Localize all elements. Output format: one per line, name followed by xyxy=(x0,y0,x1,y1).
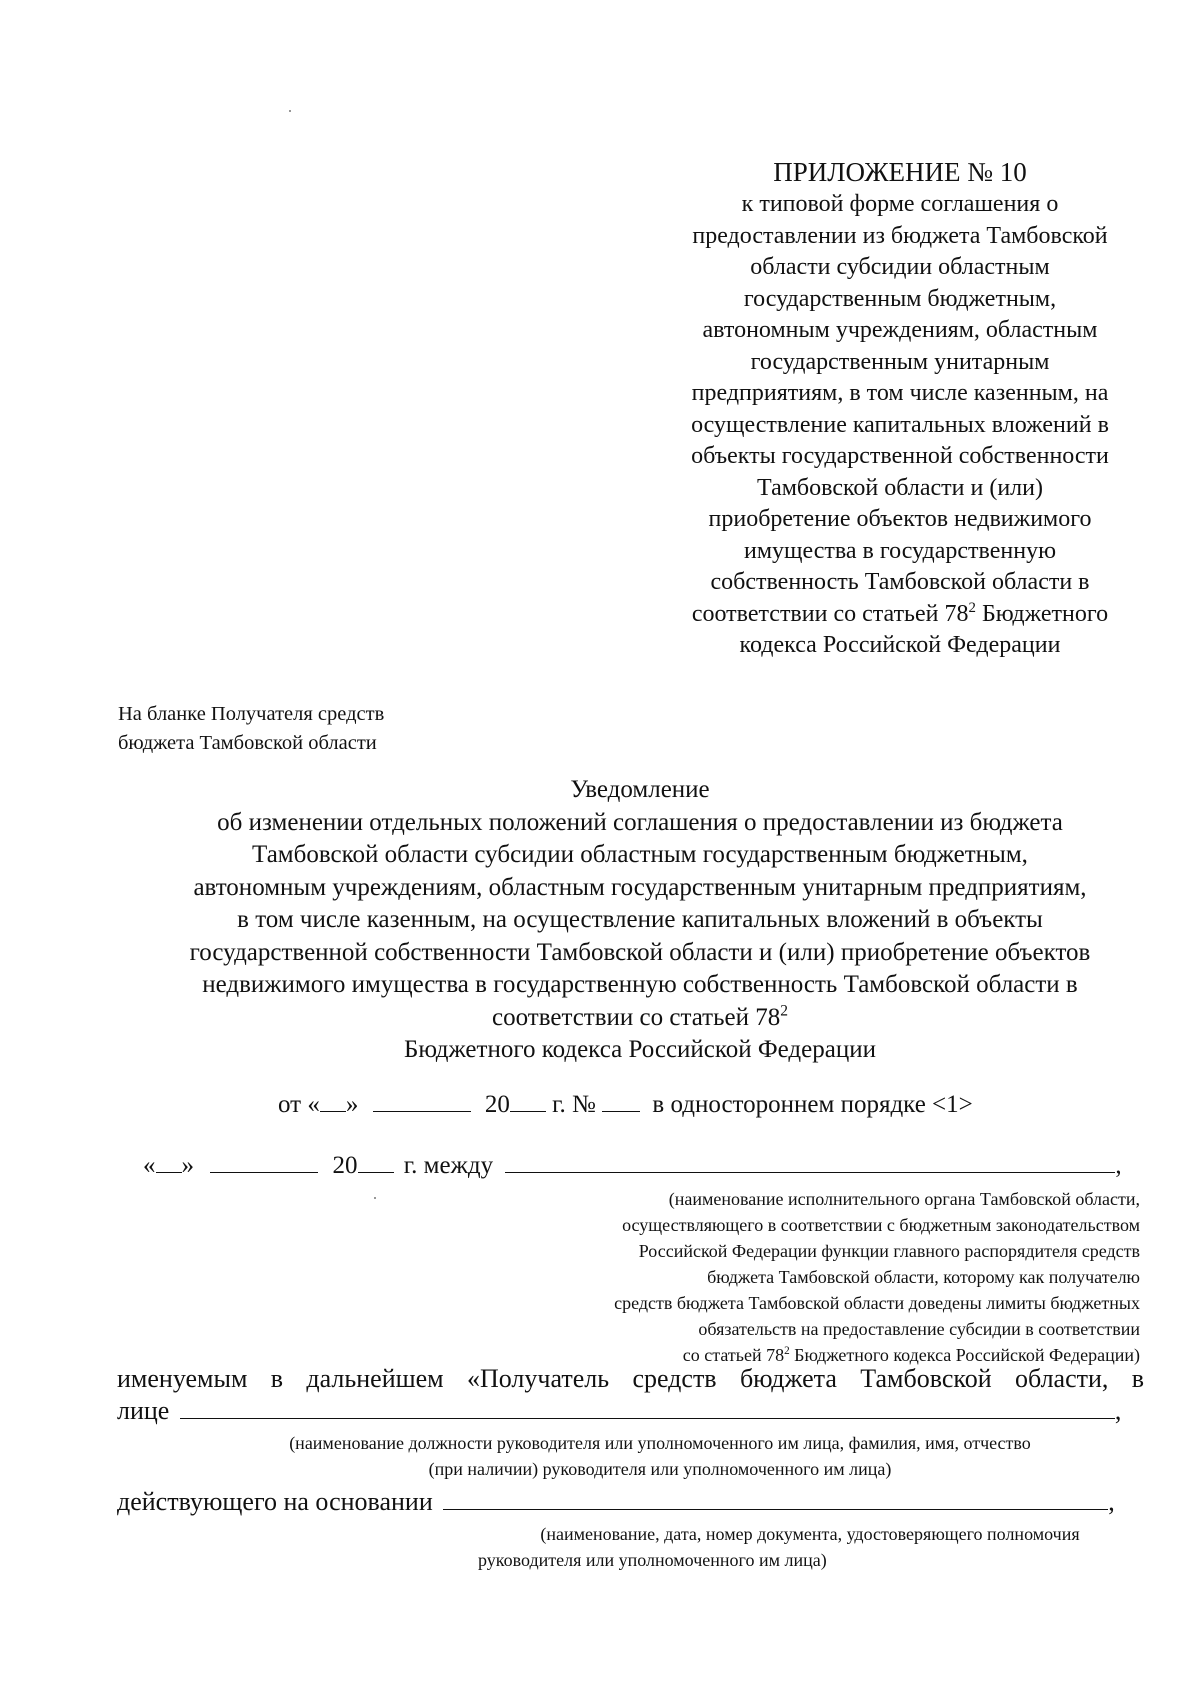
appendix-line: кодекса Российской Федерации xyxy=(739,632,1061,658)
appendix-line: автономным учреждениям, областным xyxy=(702,317,1098,343)
notice-line: Тамбовской области субсидии областным государственным бюджетным, xyxy=(252,841,1028,868)
comma: , xyxy=(1108,1487,1115,1516)
letterhead-note-line: бюджета Тамбовской области xyxy=(118,732,377,754)
recipient-word: Тамбовской xyxy=(860,1364,992,1393)
comma: , xyxy=(1115,1152,1122,1179)
notice-line: Бюджетного кодекса Российской Федерации xyxy=(404,1036,876,1063)
appendix-line: объекты государственной собственности xyxy=(691,443,1109,469)
notice-line: государственной собственности Тамбовской области и (или) приобретение объектов xyxy=(189,938,1091,966)
notice-article-line xyxy=(100,1002,1180,1035)
acting-line xyxy=(117,1487,1115,1517)
caption-line: (наименование, дата, номер документа, удостоверяющего полномочия xyxy=(540,1524,1080,1544)
recipient-word: «Получатель xyxy=(466,1364,610,1393)
letterhead-note-line: На бланке Получателя средств xyxy=(118,703,385,725)
organ-name-field[interactable] xyxy=(505,1152,1115,1173)
appendix-article-text: соответствии со статьей 78 xyxy=(691,600,969,627)
document-caption xyxy=(470,1521,1150,1573)
person-line xyxy=(117,1396,1121,1426)
superscript: 2 xyxy=(968,599,976,616)
appendix-block xyxy=(645,155,1155,662)
superscript: 2 xyxy=(784,1345,790,1357)
appendix-line: к типовой форме соглашения о xyxy=(741,191,1059,217)
caption-line: (наименование исполнительного органа Тамбовской области, xyxy=(668,1189,1140,1209)
close-quote: » xyxy=(181,1152,194,1179)
organ-caption xyxy=(440,1186,1140,1368)
notice-line: недвижимого имущества в государственную собственность Тамбовской области в xyxy=(202,971,1078,998)
caption-article-text: Бюджетного кодекса Российской Федерации) xyxy=(789,1345,1140,1365)
notice-article-text: соответствии со статьей 78 xyxy=(492,1003,781,1031)
acting-label: действующего на основании xyxy=(117,1487,433,1516)
person-label: лице xyxy=(117,1396,170,1425)
caption-line: осуществляющего в соответствии с бюджетным законодательством xyxy=(622,1215,1140,1235)
from-label: от « xyxy=(278,1091,320,1118)
day-field[interactable] xyxy=(156,1152,182,1173)
appendix-line: Тамбовской области и (или) xyxy=(757,474,1043,501)
caption-line: (наименование должности руководителя или уполномоченного им лица, фамилия, имя, отчество xyxy=(289,1433,1031,1453)
appendix-article-line xyxy=(645,599,1155,631)
recipient-word: дальнейшем xyxy=(306,1364,444,1393)
appendix-line: предприятиям, в том числе казенным, на xyxy=(691,380,1109,406)
between-line xyxy=(143,1152,1122,1180)
recipient-word: именуемым xyxy=(117,1364,248,1393)
person-name-field[interactable] xyxy=(180,1398,1115,1419)
appendix-line: осуществление капитальных вложений в xyxy=(691,411,1109,438)
appendix-line: области субсидии областным xyxy=(750,254,1050,280)
recipient-word: бюджета xyxy=(739,1364,837,1393)
recipient-word: в xyxy=(1131,1364,1145,1393)
recipient-line xyxy=(117,1364,1144,1394)
notice-line: в том числе казенным, на осуществление капитальных вложений в объекты xyxy=(237,906,1043,933)
letterhead-note xyxy=(118,700,518,758)
caption-article-text: со статьей 78 xyxy=(682,1345,785,1365)
year-field[interactable] xyxy=(510,1091,546,1112)
month-field[interactable] xyxy=(210,1152,318,1173)
between-label: г. между xyxy=(403,1152,494,1179)
appendix-line: имущества в государственную xyxy=(743,537,1057,564)
year-prefix: 20 xyxy=(332,1152,358,1179)
notice-title: Уведомление xyxy=(570,776,710,803)
month-field[interactable] xyxy=(373,1091,471,1112)
recipient-word: в xyxy=(270,1364,284,1393)
notice-line: автономным учреждениям, областным государственным унитарным предприятиям, xyxy=(193,873,1087,901)
day-field[interactable] xyxy=(320,1091,346,1112)
caption-line: руководителя или уполномоченного им лица) xyxy=(478,1550,827,1570)
order-text: в одностороннем порядке <1> xyxy=(652,1091,973,1118)
caption-line: средств бюджета Тамбовской области доведены лимиты бюджетных xyxy=(614,1293,1140,1313)
year-prefix: 20 xyxy=(484,1091,510,1118)
appendix-line: государственным унитарным xyxy=(750,348,1050,375)
appendix-article-text: Бюджетного xyxy=(975,600,1109,627)
scan-speck xyxy=(289,110,291,112)
caption-line: Российской Федерации функции главного распорядителя средств xyxy=(638,1241,1140,1261)
caption-line: обязательств на предоставление субсидии в соответствии xyxy=(698,1319,1140,1339)
basis-document-field[interactable] xyxy=(443,1489,1108,1510)
appendix-line: предоставлении из бюджета Тамбовской xyxy=(692,222,1108,249)
number-field[interactable] xyxy=(602,1091,640,1112)
person-caption xyxy=(180,1430,1140,1482)
year-field[interactable] xyxy=(358,1152,394,1173)
recipient-word: средств xyxy=(632,1364,717,1393)
caption-line: бюджета Тамбовской области, которому как получателю xyxy=(707,1267,1140,1287)
scan-speck xyxy=(374,1197,376,1199)
number-label: г. № xyxy=(552,1091,596,1118)
caption-line: (при наличии) руководителя или уполномоченного им лица) xyxy=(428,1459,892,1479)
appendix-line: приобретение объектов недвижимого xyxy=(708,506,1092,532)
notice-date-line xyxy=(278,1091,973,1119)
appendix-title: ПРИЛОЖЕНИЕ № 10 xyxy=(773,157,1027,187)
open-quote: « xyxy=(143,1152,156,1179)
recipient-word: области, xyxy=(1014,1364,1109,1393)
notice-line: об изменении отдельных положений соглашения о предоставлении из бюджета xyxy=(217,808,1063,836)
appendix-line: собственность Тамбовской области в xyxy=(710,569,1090,595)
superscript: 2 xyxy=(780,1002,788,1020)
notice-title-block xyxy=(100,774,1180,1067)
appendix-line: государственным бюджетным, xyxy=(743,285,1057,312)
close-quote: » xyxy=(345,1091,359,1118)
comma: , xyxy=(1114,1396,1122,1425)
